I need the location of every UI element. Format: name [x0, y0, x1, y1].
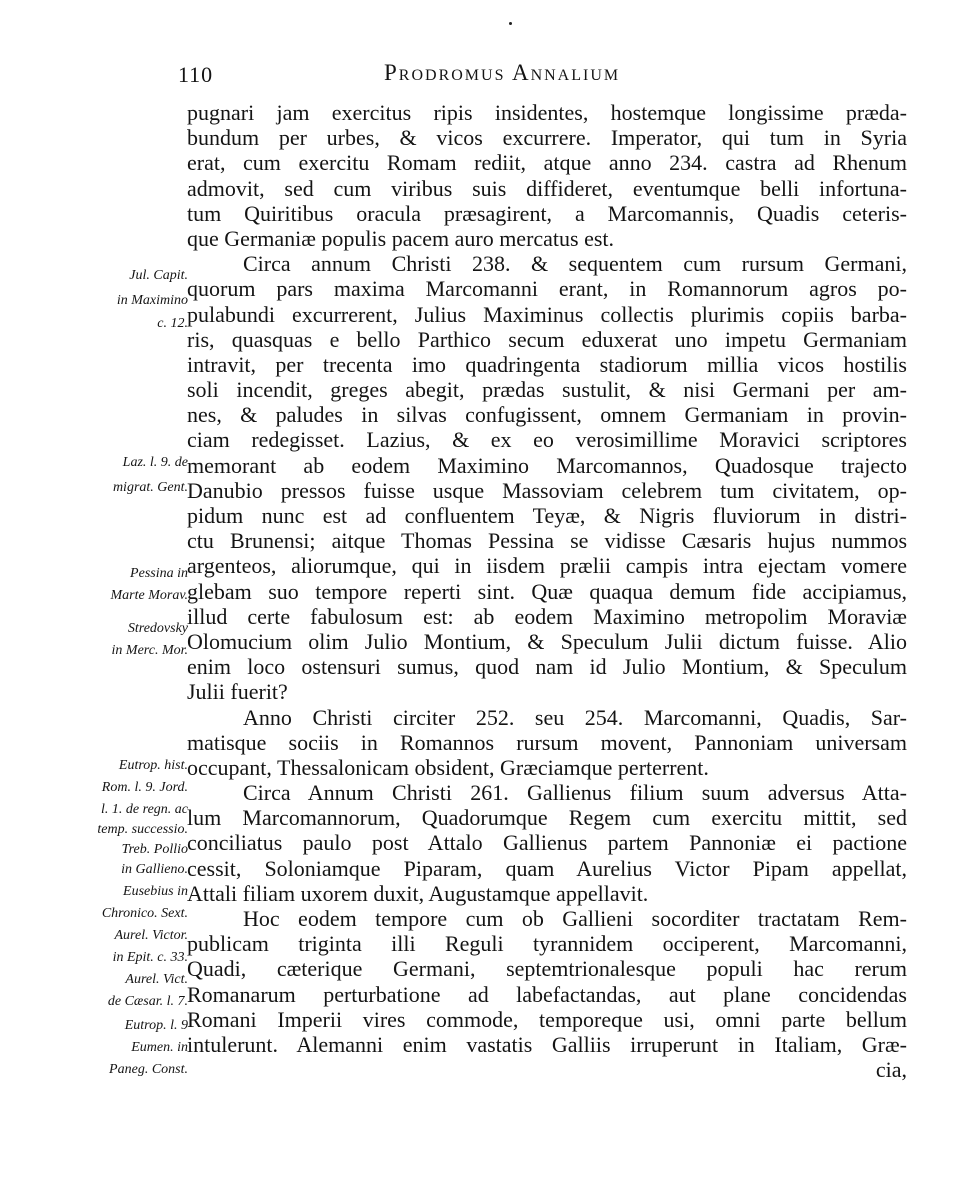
text-line: que Germaniæ populis pacem auro mercatus est.	[187, 225, 615, 251]
margin-note: migrat. Gent.	[112, 480, 188, 495]
margin-note: Aurel. Victor.	[114, 928, 188, 943]
text-line: Romani Imperii vires commode, temporeque usi, omni parte bellum	[187, 1006, 907, 1032]
text-line: illud certe fabulosum est: ab eodem Maximino metropolim Moraviæ	[187, 603, 907, 629]
running-title: Prodromus Annalium	[384, 60, 621, 85]
margin-note: Pessina in	[130, 566, 188, 581]
text-line: erat, cum exercitu Romam rediit, atque anno 234. castra ad Rhenum	[187, 150, 907, 176]
text-line: intulerunt. Alemanni enim vastatis Galliis irruperunt in Italiam, Græ-	[187, 1031, 907, 1057]
margin-note: Eumen. in	[131, 1040, 188, 1055]
text-line: Danubio pressos fuisse usque Massoviam celebrem tum civitatem, op-	[187, 477, 907, 503]
margin-note: l. 1. de regn. ac	[101, 802, 188, 817]
text-line: cessit, Soloniamque Piparam, quam Aurelius Victor Pipam appellat,	[187, 855, 907, 881]
text-line: Olomucium olim Julio Montium, & Speculum Julii dictum fuisse. Alio	[187, 628, 907, 654]
margin-note: Rom. l. 9. Jord.	[101, 780, 188, 795]
margin-note: Jul. Capit.	[129, 268, 188, 283]
margin-note: Eutrop. l. 9	[124, 1018, 188, 1033]
text-line: occupant, Thessalonicam obsident, Græciamque perterrent.	[187, 754, 709, 780]
text-line: enim loco ostensuri sumus, quod nam id Julio Montium, & Speculum	[187, 654, 907, 680]
margin-note: in Epit. c. 33.	[112, 950, 188, 965]
text-line: Hoc eodem tempore cum ob Gallieni socorditer tractatam Rem-	[243, 906, 907, 931]
text-line: bundum per urbes, & vicos excurrere. Imperator, qui tum in Syria	[187, 125, 907, 151]
margin-note: Aurel. Vict.	[125, 972, 188, 987]
main-text	[187, 100, 907, 1082]
text-line: quorum pars maxima Marcomanni erant, in Romannorum agros po-	[187, 276, 907, 302]
text-line: matisque sociis in Romannos rursum movent, Pannoniam universam	[187, 729, 907, 755]
margin-note: Chronico. Sext.	[101, 906, 188, 921]
text-line: Circa annum Christi 238. & sequentem cum rursum Germani,	[243, 251, 907, 277]
text-line: conciliatus paulo post Attalo Gallienus partem Pannoniæ ei pactione	[187, 830, 907, 856]
margin-note: Marte Morav.	[110, 588, 188, 603]
text-line: ris, quasquas e bello Parthico secum eduxerat uno impetu Germaniam	[187, 326, 907, 352]
margin-note: in Merc. Mor.	[111, 643, 188, 658]
text-line: soli incendit, greges abegit, prædas sustulit, & nisi Germani per am-	[187, 377, 907, 403]
text-line: ciam redegisset. Lazius, & ex eo verosimillime Moravici scriptores	[187, 427, 907, 453]
text-line: pugnari jam exercitus ripis insidentes, hostemque longissime præda-	[187, 100, 907, 125]
margin-note: temp. successio.	[97, 822, 188, 837]
text-line: publicam triginta illi Reguli tyrannidem occiperent, Marcomanni,	[187, 931, 907, 957]
text-line: Quadi, cæterique Germani, septemtrionalesque populi hac rerum	[187, 956, 907, 982]
margin-note: in Gallieno.	[121, 862, 188, 877]
margin-note: Eusebius in	[123, 884, 188, 899]
text-line: Romanarum perturbatione ad labefactandas, aut plane concidendas	[187, 981, 907, 1007]
text-line: pidum nunc est ad confluentem Teyæ, & Nigris fluviorum in distri-	[187, 503, 907, 528]
margin-note: Stredovsky	[127, 621, 188, 636]
margin-note: Paneg. Const.	[109, 1062, 188, 1077]
page-number: 110	[178, 62, 214, 87]
text-line: Anno Christi circiter 252. seu 254. Marcomanni, Quadis, Sar-	[243, 704, 907, 730]
margin-note: de Cæsar. l. 7.	[107, 994, 188, 1009]
margin-note: Treb. Pollio	[121, 842, 188, 857]
text-line: Julii fuerit?	[187, 679, 288, 705]
text-line: cia,	[875, 1057, 907, 1083]
margin-note: Laz. l. 9. de	[122, 455, 188, 470]
margin-note: in Maximino	[116, 293, 188, 308]
margin-note: c. 12.	[157, 316, 188, 331]
text-line: intravit, per trecenta imo quadringenta stadiorum millia vicos hostilis	[187, 351, 907, 377]
text-line: glebam suo tempore reperti sint. Quæ quaqua demum fide accipiamus,	[187, 578, 907, 604]
text-line: ctu Brunensi; aitque Thomas Pessina se vidisse Cæsaris hujus nummos	[187, 528, 907, 554]
text-line: Attali filiam uxorem duxit, Augustamque appellavit.	[187, 880, 649, 906]
ink-speck	[509, 22, 512, 25]
margin-note: Eutrop. hist.	[118, 758, 188, 773]
text-line: pulabundi excurrerent, Julius Maximinus collectis plurimis copiis barba-	[187, 301, 907, 327]
text-line: nes, & paludes in silvas confugissent, omnem Germaniam in provin-	[187, 402, 907, 428]
text-line: tum Quiritibus oracula præsagirent, a Marcomannis, Quadis ceteris-	[187, 200, 907, 226]
text-line: admovit, sed cum viribus suis diffideret, eventumque belli infortuna-	[187, 175, 907, 201]
text-line: Circa Annum Christi 261. Gallienus filium suum adversus Atta-	[243, 780, 907, 806]
text-line: lum Marcomannorum, Quadorumque Regem cum exercitu mittit, sed	[187, 805, 907, 831]
text-line: argenteos, aliorumque, qui in iisdem prælii campis intra ejectam vomere	[187, 553, 907, 579]
text-line: memorant ab eodem Maximino Marcomannos, Quadosque trajecto	[187, 452, 907, 478]
